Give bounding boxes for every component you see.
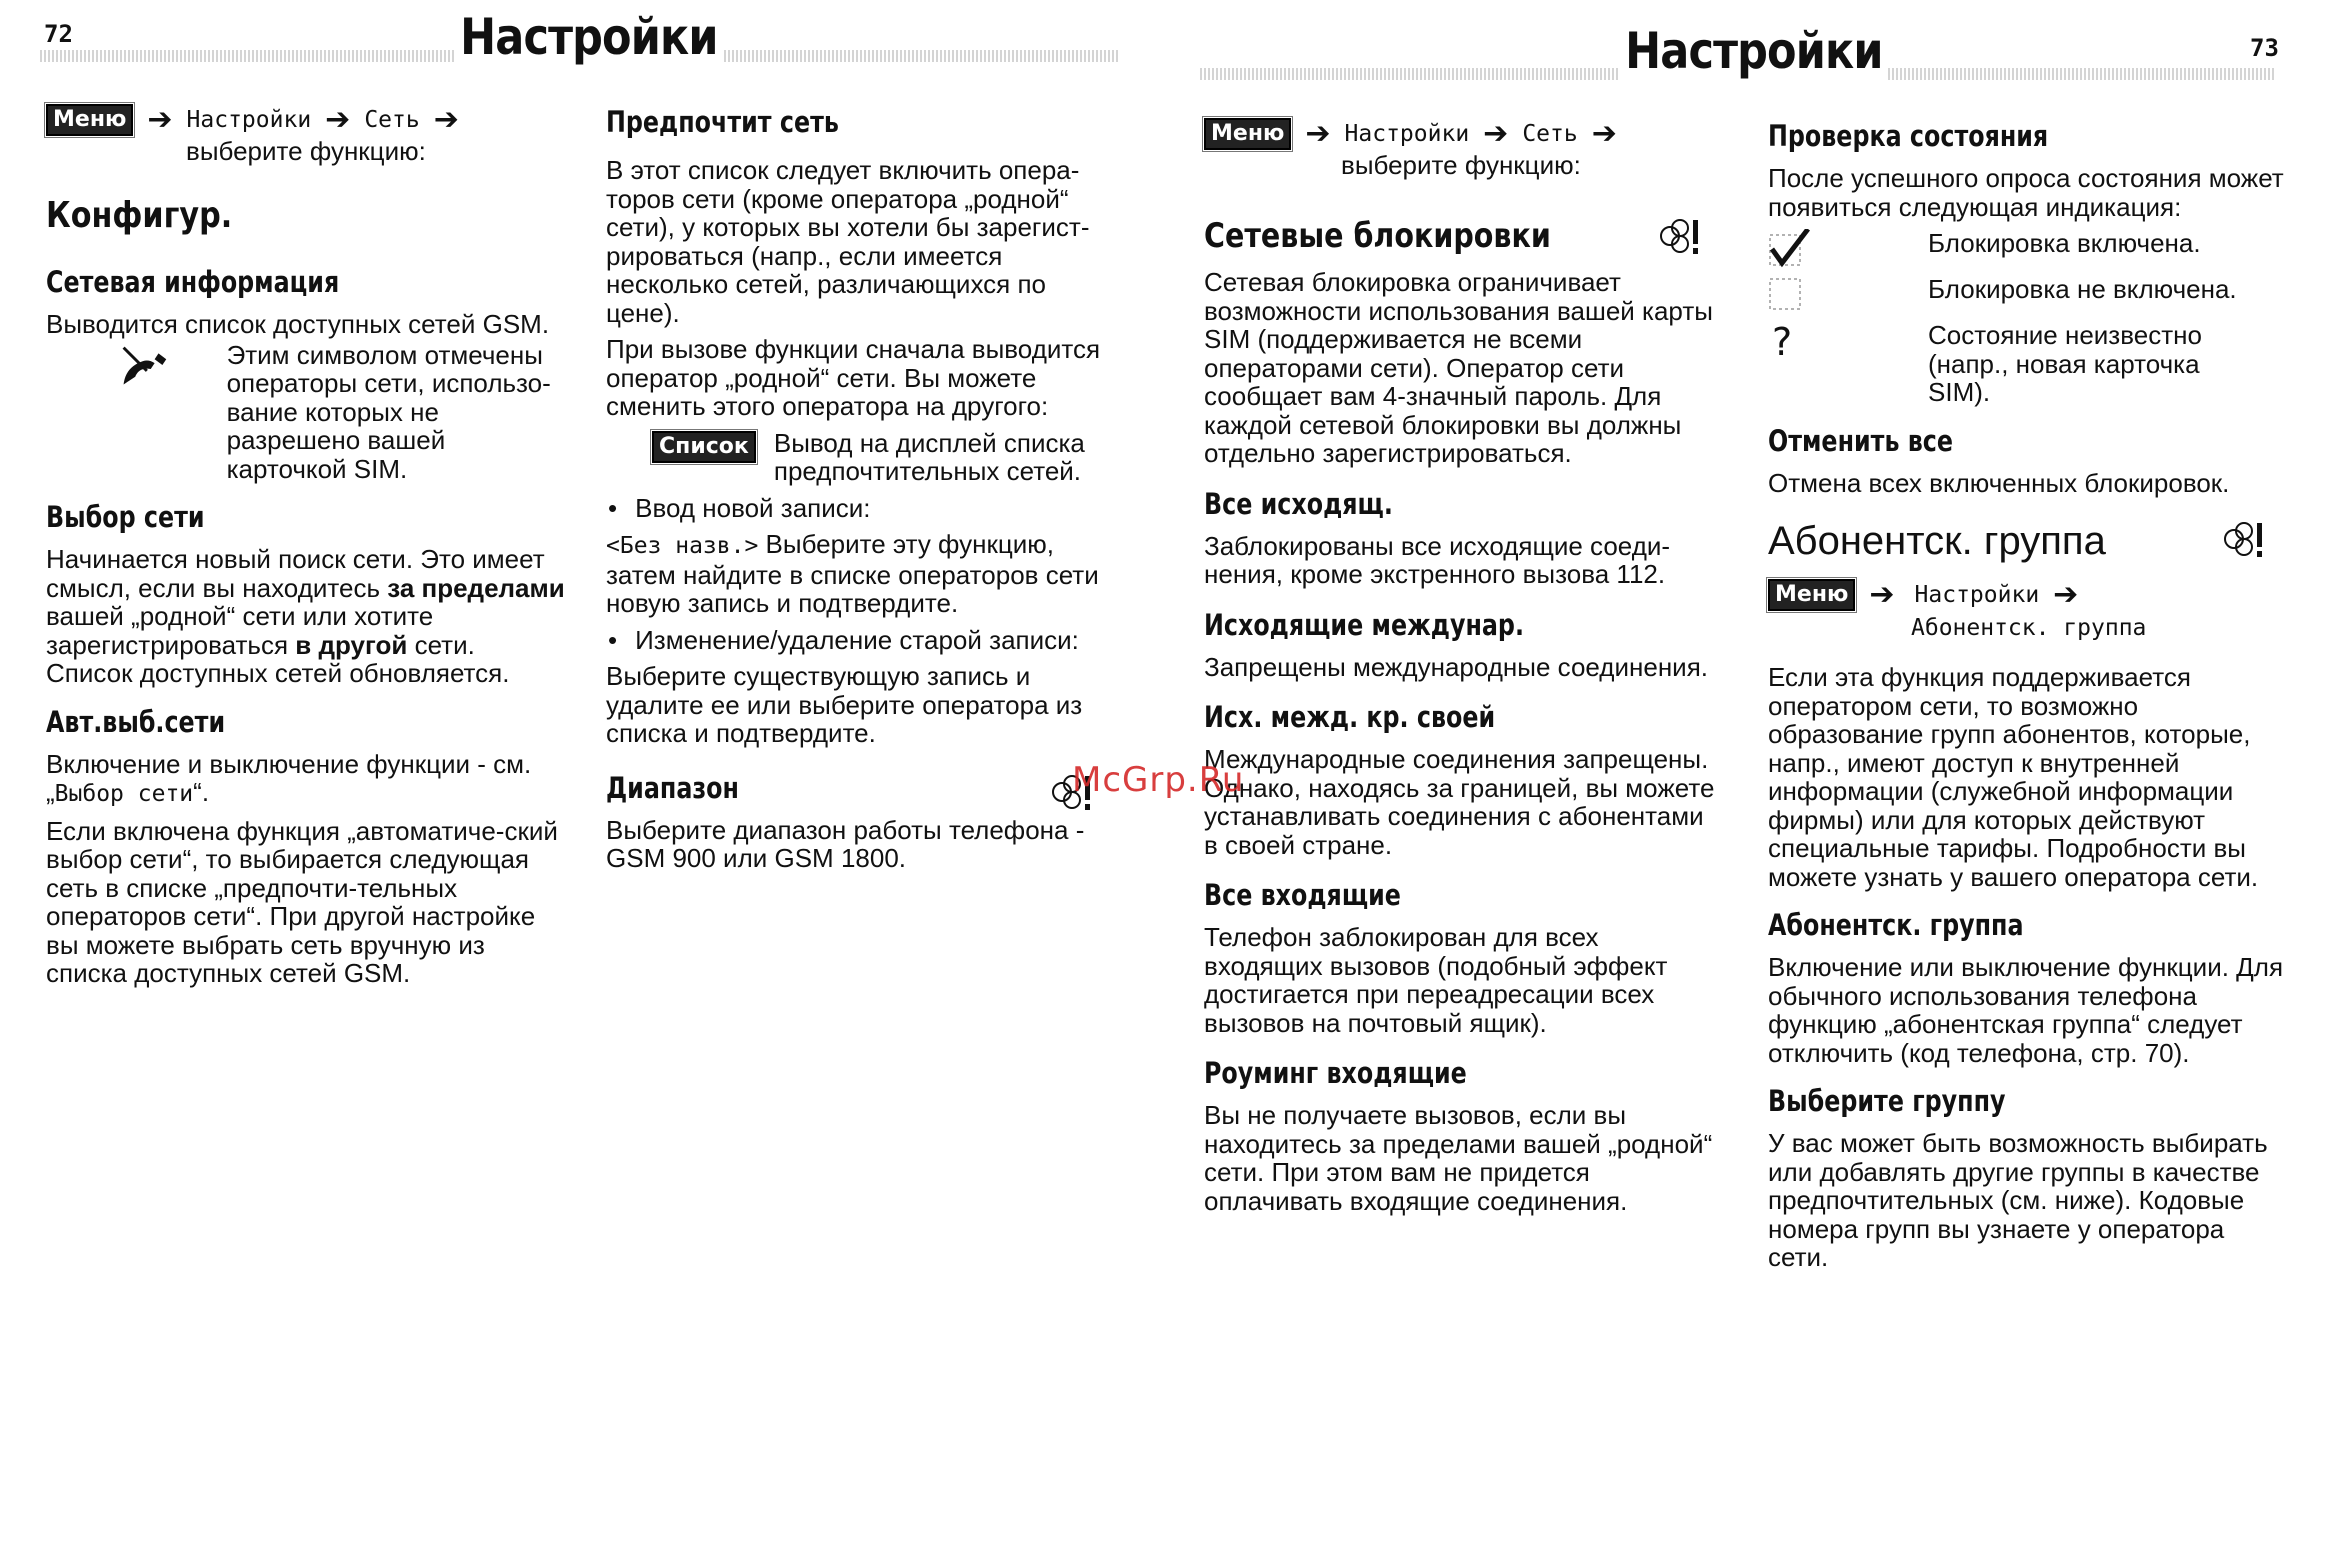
subscriber-toggle-heading: Абонентск. группа <box>1768 908 2024 942</box>
nav-path <box>1204 118 1724 150</box>
operator-dependent-icon <box>1656 216 1704 260</box>
arrow-icon: ➔ <box>2053 578 2079 611</box>
right-page <box>1170 0 2333 1565</box>
arrow-icon: ➔ <box>1591 117 1617 150</box>
network-select-text: Начинается новый поиск сети. Это имеет смысл, если вы находитесь за пределами вашей „родной“ сети или хотите зарегистрироваться в другой сети. Список доступных сетей обновляется. <box>46 544 565 688</box>
no-phone-icon <box>46 341 221 393</box>
lock-text: Вы не получаете вызовов, если вы находитесь за пределами вашей „родной“ сети. При этом вам не придется оплачивать входящие соединения. <box>1204 1100 1713 1216</box>
list-softkey-row <box>652 429 1126 494</box>
auto-select-text-2: Если включена функция „автоматиче-ский выбор сети“, то выбирается следующая сеть в списке „предпочти-тельных операторов сети“. При другой настройке вы можете выбрать сеть вручную из списка доступных сетей GSM. <box>46 815 558 988</box>
noname-text: <Без назв.> Выберите эту функцию, затем найдите в списке операторов сети новую запись и подтвердите. <box>606 529 1099 618</box>
net-lock-title: Сетевые блокировки <box>1204 216 1551 256</box>
network-info-note <box>46 341 566 492</box>
subscriber-group-title: Абонентск. группа <box>1768 519 2106 563</box>
lock-heading: Исх. межд. кр. своей <box>1204 700 1496 734</box>
subscriber-toggle-text: Включение или выключение функции. Для обычного использования телефона функцию „абонентская группа“ следует отключить (код телефона, стр. 70). <box>1768 952 2284 1068</box>
nav-step: Настройки <box>186 107 312 133</box>
select-group-heading: Выберите группу <box>1768 1084 2006 1118</box>
check-icon <box>1768 229 1928 269</box>
lock-heading: Исходящие междунар. <box>1204 607 1524 642</box>
nav-subtext: выберите функцию: <box>1341 150 1581 180</box>
question-icon <box>1768 321 1928 361</box>
status-check-heading: Проверка состояния <box>1768 119 2049 153</box>
menu-softkey: Меню <box>46 104 133 136</box>
nav-step: Сеть <box>364 107 420 133</box>
auto-select-heading: Авт.выб.сети <box>46 704 226 739</box>
band-text: Выберите диапазон работы телефона - GSM 900 или GSM 1800. <box>606 814 1085 873</box>
empty-box-icon <box>1768 275 1928 315</box>
list-softkey-text: Вывод на дисплей списка предпочтительных сетей. <box>773 427 1085 486</box>
preferred-text-1: В этот список следует включить опера-торов сети (кроме оператора „родной“ сети), у которых вы хотели бы зарегист-рироваться (напр., если имеется несколько сетей, различающихся по цене). <box>606 155 1090 328</box>
section-title: Конфигур. <box>46 195 233 236</box>
nav-step: Сеть <box>1522 121 1578 147</box>
status-text: Состояние неизвестно (напр., новая карточка SIM). <box>1928 320 2202 407</box>
nav-step: Настройки <box>1344 121 1470 147</box>
arrow-icon: ➔ <box>1483 117 1509 150</box>
network-info-icon-text: Этим символом отмечены операторы сети, использо-вание которых не разрешено вашей карточкой SIM. <box>226 339 551 484</box>
arrow-icon: ➔ <box>433 103 459 136</box>
operator-dependent-icon <box>2220 519 2268 563</box>
preferred-text-2: При вызове функции сначала выводится оператор „родной“ сети. Вы можете сменить этого оператора на другого: <box>606 334 1101 421</box>
cancel-all-text: Отмена всех включенных блокировок. <box>1768 467 2230 498</box>
cancel-all-heading: Отменить все <box>1768 423 1954 458</box>
page-number-right: 73 <box>2250 34 2279 62</box>
network-select-heading: Выбор сети <box>46 500 205 534</box>
left-page <box>0 0 1160 1565</box>
page-number-left: 72 <box>44 20 73 48</box>
band-heading: Диапазон <box>606 770 739 805</box>
lock-text: Международные соединения запрещены. Однако, находясь за границей, вы можете устанавливать соединения с абонентами в своей стране. <box>1204 744 1715 860</box>
lock-text: Телефон заблокирован для всех входящих вызовов (подобный эффект достигается при переадресации всех вызовов на почтовый ящик). <box>1204 922 1668 1038</box>
arrow-icon: ➔ <box>325 103 351 136</box>
lock-heading: Все исходящ. <box>1204 486 1393 521</box>
arrow-icon: ➔ <box>147 103 173 136</box>
list-softkey: Список <box>652 431 756 463</box>
status-row <box>1768 321 2288 407</box>
subscriber-group-title-row <box>1768 519 2268 563</box>
lock-heading: Роуминг входящие <box>1204 1056 1467 1090</box>
nav-path <box>46 104 566 136</box>
preferred-text-3: Выберите существующую запись и удалите ее или выберите оператора из списка и подтвердите. <box>606 661 1083 748</box>
lock-text: Запрещены международные соединения. <box>1204 651 1709 682</box>
page-title-right: Настройки <box>1620 22 1888 80</box>
nav-step: Настройки <box>1914 582 2040 608</box>
bullet-new-entry: • Ввод новой записи: <box>606 494 1126 523</box>
bullet-edit-entry: • Изменение/удаление старой записи: <box>606 626 1126 655</box>
page-title-left: Настройки <box>455 8 723 66</box>
arrow-icon: ➔ <box>1869 578 1895 611</box>
select-group-text: У вас может быть возможность выбирать или добавлять другие группы в качестве предпочтительных (см. ниже). Кодовые номера групп вы узнаете у оператора сети. <box>1768 1128 2268 1272</box>
lock-text: Заблокированы все исходящие соеди-нения, кроме экстренного вызова 112. <box>1204 530 1671 589</box>
status-row <box>1768 275 2288 315</box>
left-col-2 <box>606 106 1126 881</box>
arrow-icon: ➔ <box>1305 117 1331 150</box>
net-lock-title-row <box>1204 216 1704 268</box>
network-info-text: Выводится список доступных сетей GSM. <box>46 309 550 339</box>
svg-text:?: ? <box>1772 321 1793 361</box>
status-check-text: После успешного опроса состояния может появиться следующая индикация: <box>1768 163 2284 222</box>
menu-softkey: Меню <box>1204 118 1291 150</box>
status-text: Блокировка включена. <box>1928 228 2201 258</box>
left-col-1 <box>46 104 566 996</box>
nav-subtext: выберите функцию: <box>186 136 426 166</box>
band-heading-row <box>606 772 1096 816</box>
nav-step: Абонентск. группа <box>1911 615 2147 641</box>
watermark: McGrp.Ru <box>1072 760 1245 800</box>
network-info-heading: Сетевая информация <box>46 265 340 299</box>
right-col-2 <box>1768 120 2288 1280</box>
preferred-heading: Предпочтит сеть <box>606 105 839 139</box>
lock-heading: Все входящие <box>1204 878 1401 912</box>
right-col-1 <box>1204 118 1724 1223</box>
status-text: Блокировка не включена. <box>1928 274 2237 304</box>
net-lock-intro: Сетевая блокировка ограничивает возможности использования вашей карты SIM (поддерживается не всеми операторами сети). Оператор сети сообщает вам 4-значный пароль. Для каждой сетевой блокировки вы должны отдельно зарегистрироваться. <box>1204 267 1713 468</box>
status-row <box>1768 229 2288 269</box>
auto-select-text-1: Включение и выключение функции - см. „Выбор сети“. <box>46 748 532 807</box>
subscriber-nav-path <box>1768 579 2288 611</box>
subscriber-group-text: Если эта функция поддерживается оператором сети, то возможно образование групп абонентов, которые, напр., имеют доступ к внутренней информации (служебной информации фирмы) или для которых действуют специальные тарифы. Подробности вы можете узнать у вашего оператора сети. <box>1768 662 2259 892</box>
menu-softkey: Меню <box>1768 579 1855 611</box>
